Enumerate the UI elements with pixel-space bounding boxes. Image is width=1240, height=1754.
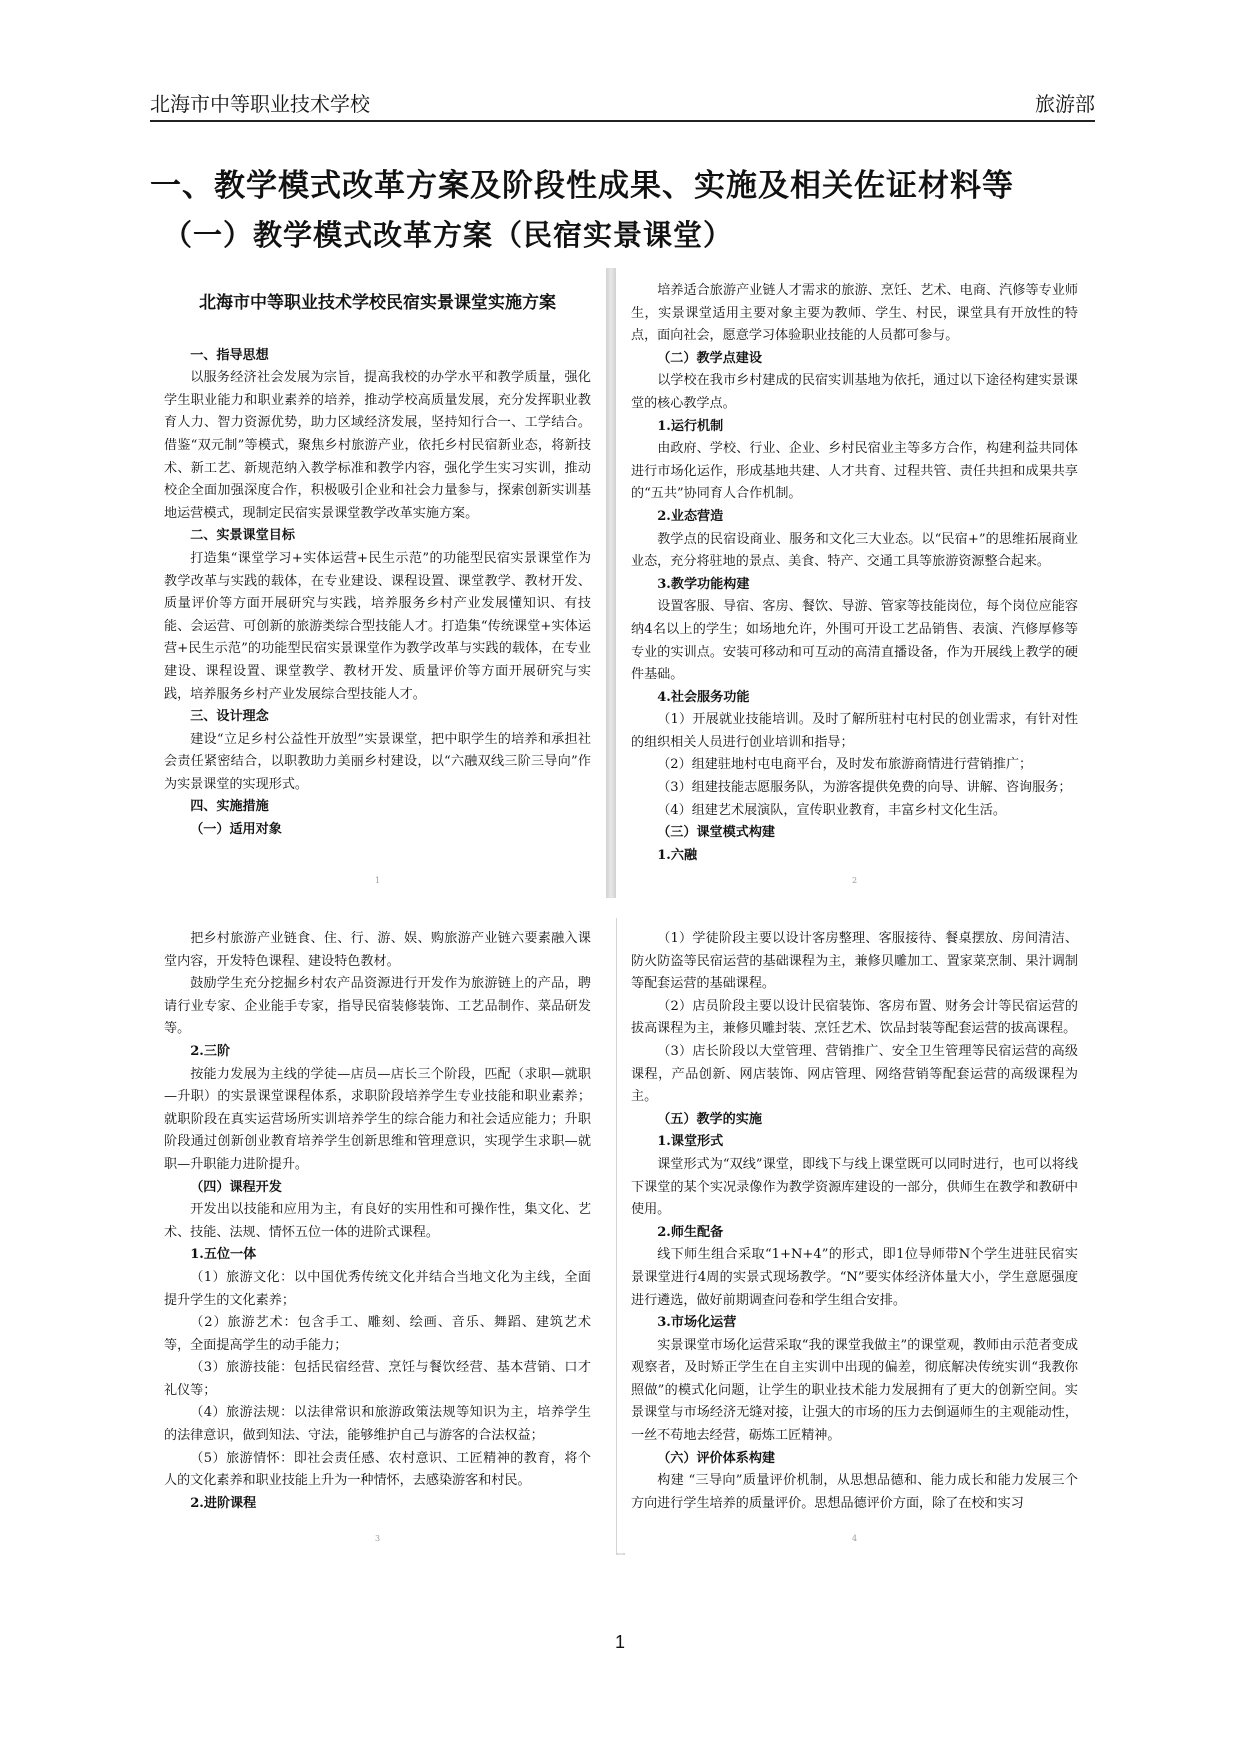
page-1-content [164, 280, 591, 842]
page-3-content [164, 928, 591, 1515]
paragraph-heading: 一、指导思想 [190, 347, 269, 363]
paragraph: 设置客服、导宿、客房、餐饮、导游、管家等技能岗位，每个岗位应能容纳4名以上的学生；如场地允许，外围可开设工艺品销售、表演、汽修厚修等专业的实训点。安装可移动和可互动的高清直播设备，作为开展线上教学的硬件基础。 [631, 599, 1078, 683]
page-2-content [631, 280, 1078, 867]
paragraph: （4）旅游法规：以法律常识和旅游政策法规等知识为主，培养学生的法律意识，做到知法、守法，能够维护自己与游客的合法权益； [164, 1405, 591, 1444]
paragraph: 鼓励学生充分挖掘乡村农产品资源进行开发作为旅游链上的产品，聘请行业专家、企业能手专家，指导民宿装修装饰、工艺品制作、菜品研发等。 [164, 976, 591, 1037]
page-1-body [164, 345, 591, 842]
paragraph: 培养适合旅游产业链人才需求的旅游、烹饪、艺术、电商、汽修等专业师生，实景课堂适用主要对象主要为教师、学生、村民，课堂具有开放性的特点，面向社会，愿意学习体验职业技能的人员都可参与。 [631, 283, 1078, 344]
paragraph-heading: （一）适用对象 [190, 822, 282, 838]
paragraph: 课堂形式为“双线”课堂，即线下与线上课堂既可以同时进行，也可以将线下课堂的某个实况录像作为教学资源库建设的一部分，供师生在教学和教研中使用。 [631, 1156, 1078, 1218]
paragraph-heading: 2.三阶 [190, 1043, 231, 1059]
paragraph: 实景课堂市场化运营采取“我的课堂我做主”的课堂观，教师由示范者变成观察者，及时矫正学生在自主实训中出现的偏差，彻底解决传统实训“我教你照做”的模式化问题，让学生的职业技术能力发展拥有了更大的创新空间。实景课堂与市场经济无缝对接，让强大的市场的压力去倒逼师生的主观能动性，一丝不苟地去经营，砺炼工匠精神。 [631, 1337, 1078, 1444]
header-school-name: 北海市中等职业技术学校 [150, 92, 370, 116]
page-4-content [631, 928, 1078, 1515]
paragraph-heading: 二、实景课堂目标 [190, 528, 295, 544]
paragraph: （3）店长阶段以大堂管理、营销推广、安全卫生管理等民宿运营的高级课程，产品创新、网店装饰、网店管理、网络营销等配套运营的高级课程为主。 [631, 1043, 1078, 1105]
paragraph: 把乡村旅游产业链食、住、行、游、娱、购旅游产业链六要素融入课堂内容，开发特色课程、建设特色教材。 [164, 931, 591, 969]
paragraph-heading: 2.业态营造 [657, 508, 724, 524]
paragraph: （2）组建驻地村屯电商平台，及时发布旅游商情进行营销推广； [657, 757, 1033, 773]
paragraph-heading: 1.六融 [657, 847, 698, 863]
paragraph: （2）旅游艺术：包含手工、雕刻、绘画、音乐、舞蹈、建筑艺术等，全面提高学生的动手能力； [164, 1315, 591, 1353]
section-heading: 一、教学模式改革方案及阶段性成果、实施及相关佐证材料等 [150, 168, 1014, 204]
paragraph: 以学校在我市乡村建成的民宿实训基地为依托，通过以下途径构建实景课堂的核心教学点。 [631, 373, 1078, 411]
paragraph-heading: 1.课堂形式 [657, 1134, 724, 1150]
plan-title: 北海市中等职业技术学校民宿实景课堂实施方案 [199, 293, 556, 313]
page-4-number: 4 [851, 1534, 858, 1543]
paragraph-heading: 2.进阶课程 [190, 1495, 257, 1511]
paragraph: 线下师生组合采取“1+N+4”的形式，即1位导师带N个学生进驻民宿实景课堂进行4周的实景式现场教学。“N”要实体经济体量大小，学生意愿强度进行遴选，做好前期调查问卷和学生组合安排。 [631, 1247, 1078, 1308]
paragraph-heading: 4.社会服务功能 [657, 689, 750, 705]
paragraph: 由政府、学校、行业、企业、乡村民宿业主等多方合作，构建利益共同体进行市场化运作，形成基地共建、人才共育、过程共管、责任共担和成果共享的“五共”协同育人合作机制。 [631, 441, 1078, 502]
paragraph: （5）旅游情怀：即社会责任感、农村意识、工匠精神的教育，将个人的文化素养和职业技能上升为一种情怀，去感染游客和村民。 [164, 1450, 591, 1489]
paragraph-heading: 四、实施措施 [190, 799, 269, 815]
paragraph-heading: 三、设计理念 [190, 709, 269, 725]
page-gutter-top [606, 268, 616, 898]
page-1-number: 1 [374, 876, 381, 885]
scanned-page-4 [617, 918, 1092, 1553]
paragraph-heading: 1.五位一体 [190, 1247, 257, 1263]
paragraph: 以服务经济社会发展为宗旨，提高我校的办学水平和教学质量，强化学生职业能力和职业素养的培养，推动学校高质量发展，充分发挥职业教育人力、智力资源优势，助力区域经济发展，坚持知行合一、工学结合。借鉴“双元制”等模式，聚焦乡村旅游产业，依托乡村民宿新业态，将新技术、新工艺、新规范纳入教学标准和教学内容，强化学生实习实训，推动校企全面加强深度合作，积极吸引企业和社会力量参与，探索创新实训基地运营模式，现制定民宿实景课堂教学改革实施方案。 [164, 370, 591, 521]
scanned-page-2 [617, 270, 1092, 895]
paragraph-heading: （六）评价体系构建 [657, 1450, 776, 1466]
page-2-number: 2 [851, 876, 858, 885]
paragraph-heading: （四）课程开发 [190, 1179, 282, 1195]
paragraph: 开发出以技能和应用为主，有良好的实用性和可操作性，集文化、艺术、技能、法规、情怀五位一体的进阶式课程。 [164, 1202, 591, 1240]
paragraph: （3）旅游技能：包括民宿经营、烹饪与餐饮经营、基本营销、口才礼仪等； [164, 1360, 591, 1398]
paragraph-heading: （三）课堂模式构建 [657, 825, 776, 841]
paragraph: 建设“立足乡村公益性开放型”实景课堂，把中职学生的培养和承担社会责任紧密结合，以职教助力美丽乡村建设，以“六融双线三阶三导向”作为实景课堂的实现形式。 [164, 731, 591, 792]
page-4-body [631, 928, 1078, 1515]
document-page-number: 1 [614, 1632, 625, 1652]
paragraph: 教学点的民宿设商业、服务和文化三大业态。以“民宿+”的思维拓展商业业态，充分将驻地的景点、美食、特产、交通工具等旅游资源整合起来。 [631, 531, 1078, 570]
paragraph-heading: （五）教学的实施 [657, 1111, 762, 1127]
paragraph-heading: 3.教学功能构建 [657, 576, 750, 592]
paragraph-heading: 1.运行机制 [657, 418, 724, 434]
page-3-number: 3 [374, 1534, 381, 1543]
paragraph-heading: （二）教学点建设 [657, 350, 762, 366]
subsection-heading: （一）教学模式改革方案（民宿实景课堂） [163, 218, 734, 252]
paragraph: 按能力发展为主线的学徒—店员—店长三个阶段，匹配（求职—就职—升职）的实景课堂课程体系，求职阶段培养学生专业技能和职业素养；就职阶段在真实运营场所实训培养学生的综合能力和社会适应能力；升职阶段通过创新创业教育培养学生创新思维和管理意识，实现学生求职—就职—升职能力进阶提升。 [164, 1066, 591, 1172]
page-header [150, 88, 1095, 122]
paragraph-heading: 2.师生配备 [657, 1224, 724, 1240]
paragraph: （1）学徒阶段主要以设计客房整理、客服接待、餐桌摆放、房间清洁、防火防盗等民宿运营的基础课程为主，兼修贝雕加工、置家菜烹制、果汁调制等配套运营的基础课程。 [631, 931, 1078, 992]
header-department: 旅游部 [1035, 92, 1095, 116]
paragraph: （4）组建艺术展演队，宣传职业教育，丰富乡村文化生活。 [657, 802, 1006, 818]
paragraph: （2）店员阶段主要以设计民宿装饰、客房布置、财务会计等民宿运营的拔高课程为主，兼修贝雕封装、烹饪艺术、饮品封装等配套运营的拔高课程。 [631, 998, 1078, 1037]
scanned-page-3 [150, 918, 605, 1553]
paragraph-heading: 3.市场化运营 [657, 1315, 737, 1331]
paragraph: （3）组建技能志愿服务队，为游客提供免费的向导、讲解、咨询服务； [657, 780, 1072, 796]
page-2-body [631, 280, 1078, 867]
paragraph: （1）旅游文化：以中国优秀传统文化并结合当地文化为主线，全面提升学生的文化素养； [164, 1269, 591, 1308]
scanned-page-1 [150, 270, 605, 895]
paragraph: 打造集“课堂学习+实体运营+民生示范”的功能型民宿实景课堂作为教学改革与实践的载体，在专业建设、课程设置、课堂教学、教材开发、质量评价等方面开展研究与实践，培养服务乡村产业发展懂知识、有技能、会运营、可创新的旅游类综合型技能人才。打造集“传统课堂+实体运营+民生示范”的功能型民宿实景课堂作为教学改革与实践的载体，在专业建设、课程设置、课堂教学、教材开发、质量评价等方面开展研究与实践，培养服务乡村产业发展综合型技能人才。 [164, 550, 591, 702]
paragraph: （1）开展就业技能培训。及时了解所驻村屯村民的创业需求，有针对性的组织相关人员进行创业培训和指导； [631, 712, 1078, 750]
paragraph: 构建 “三导向”质量评价机制，从思想品德和、能力成长和能力发展三个方向进行学生培养的质量评价。思想品德评价方面，除了在校和实习 [631, 1473, 1078, 1511]
page-3-body [164, 928, 591, 1515]
